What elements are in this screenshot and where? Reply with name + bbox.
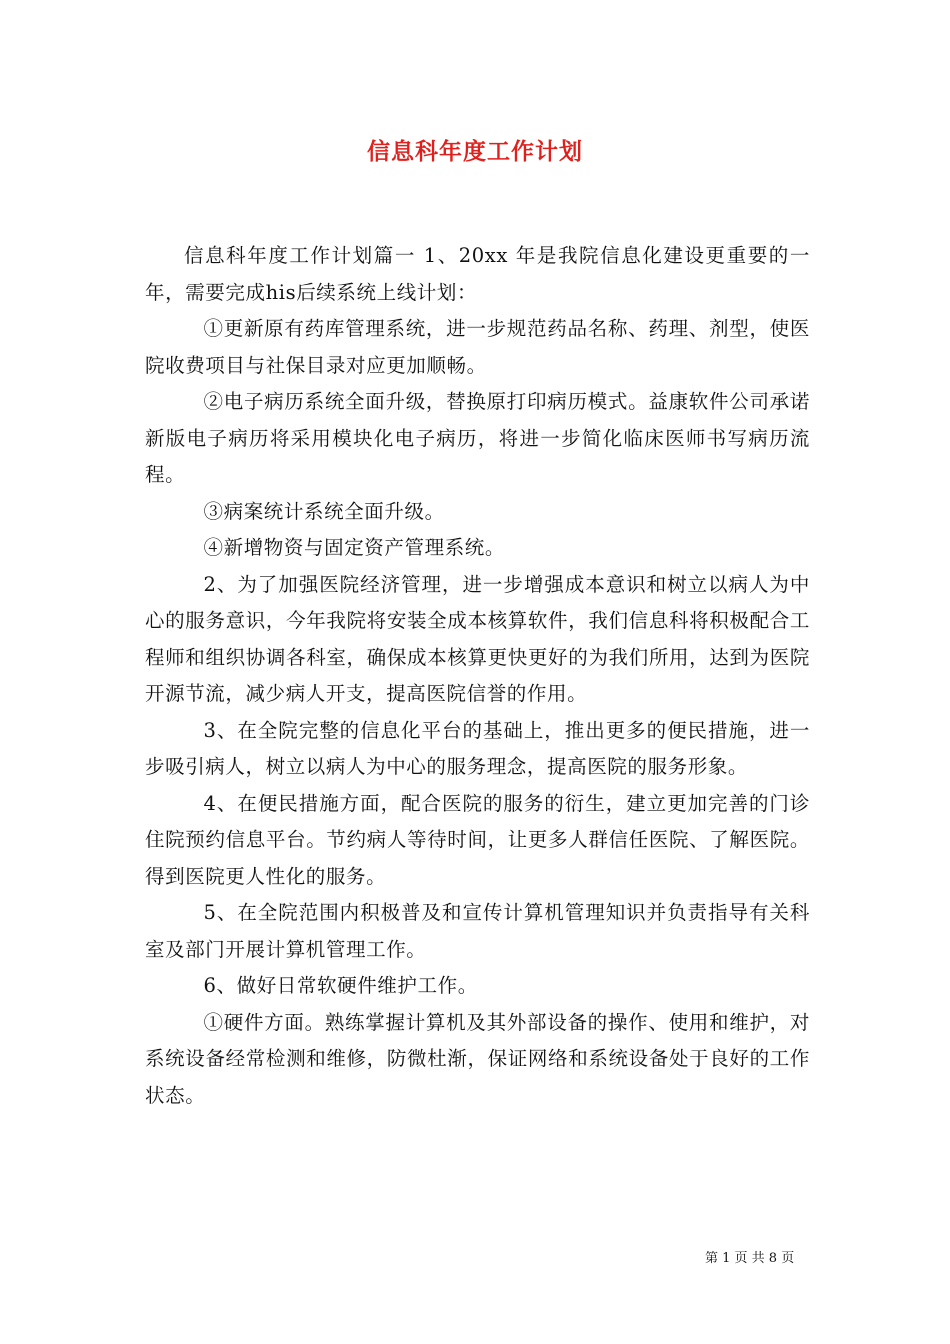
paragraph: 3、在全院完整的信息化平台的基础上，推出更多的便民措施，进一步吸引病人，树立以病人为中心的服务理念，提高医院的服务形象。 — [145, 718, 810, 778]
paragraph: ①更新原有药库管理系统，进一步规范药品名称、药理、剂型，使医院收费项目与社保目录对应更加顺畅。 — [145, 317, 810, 377]
paragraph: ①硬件方面。熟练掌握计算机及其外部设备的操作、使用和维护，对系统设备经常检测和维修，防微杜渐，保证网络和系统设备处于良好的工作状态。 — [145, 1010, 810, 1107]
paragraph: ④新增物资与固定资产管理系统。 — [203, 536, 506, 559]
paragraph: 6、做好日常软硬件维护工作。 — [203, 974, 478, 997]
paragraph: ③病案统计系统全面升级。 — [203, 499, 445, 523]
paragraph: 信息科年度工作计划篇一 1、20xx 年是我院信息化建设更重要的一年，需要完成his后续系统上线计划： — [145, 244, 810, 304]
paragraph: ②电子病历系统全面升级，替换原打印病历模式。益康软件公司承诺新版电子病历将采用模块化电子病历，将进一步简化临床医师书写病历流程。 — [145, 390, 810, 486]
paragraph: 5、在全院范围内积极普及和宣传计算机管理知识并负责指导有关科室及部门开展计算机管理工作。 — [145, 901, 810, 961]
document-body — [145, 238, 810, 1114]
document-title: 信息科年度工作计划 — [367, 138, 583, 165]
paragraph: 4、在便民措施方面，配合医院的服务的衍生，建立更加完善的门诊住院预约信息平台。节约病人等待时间，让更多人群信任医院、了解医院。得到医院更人性化的服务。 — [145, 791, 810, 888]
page-number: 第 1 页 共 8 页 — [705, 1251, 795, 1266]
paragraph: 2、为了加强医院经济管理，进一步增强成本意识和树立以病人为中心的服务意识，今年我院将安装全成本核算软件，我们信息科将积极配合工程师和组织协调各科室，确保成本核算更快更好的为我们所用，达到为医院开源节流，减少病人开支，提高医院信誉的作用。 — [145, 572, 810, 705]
